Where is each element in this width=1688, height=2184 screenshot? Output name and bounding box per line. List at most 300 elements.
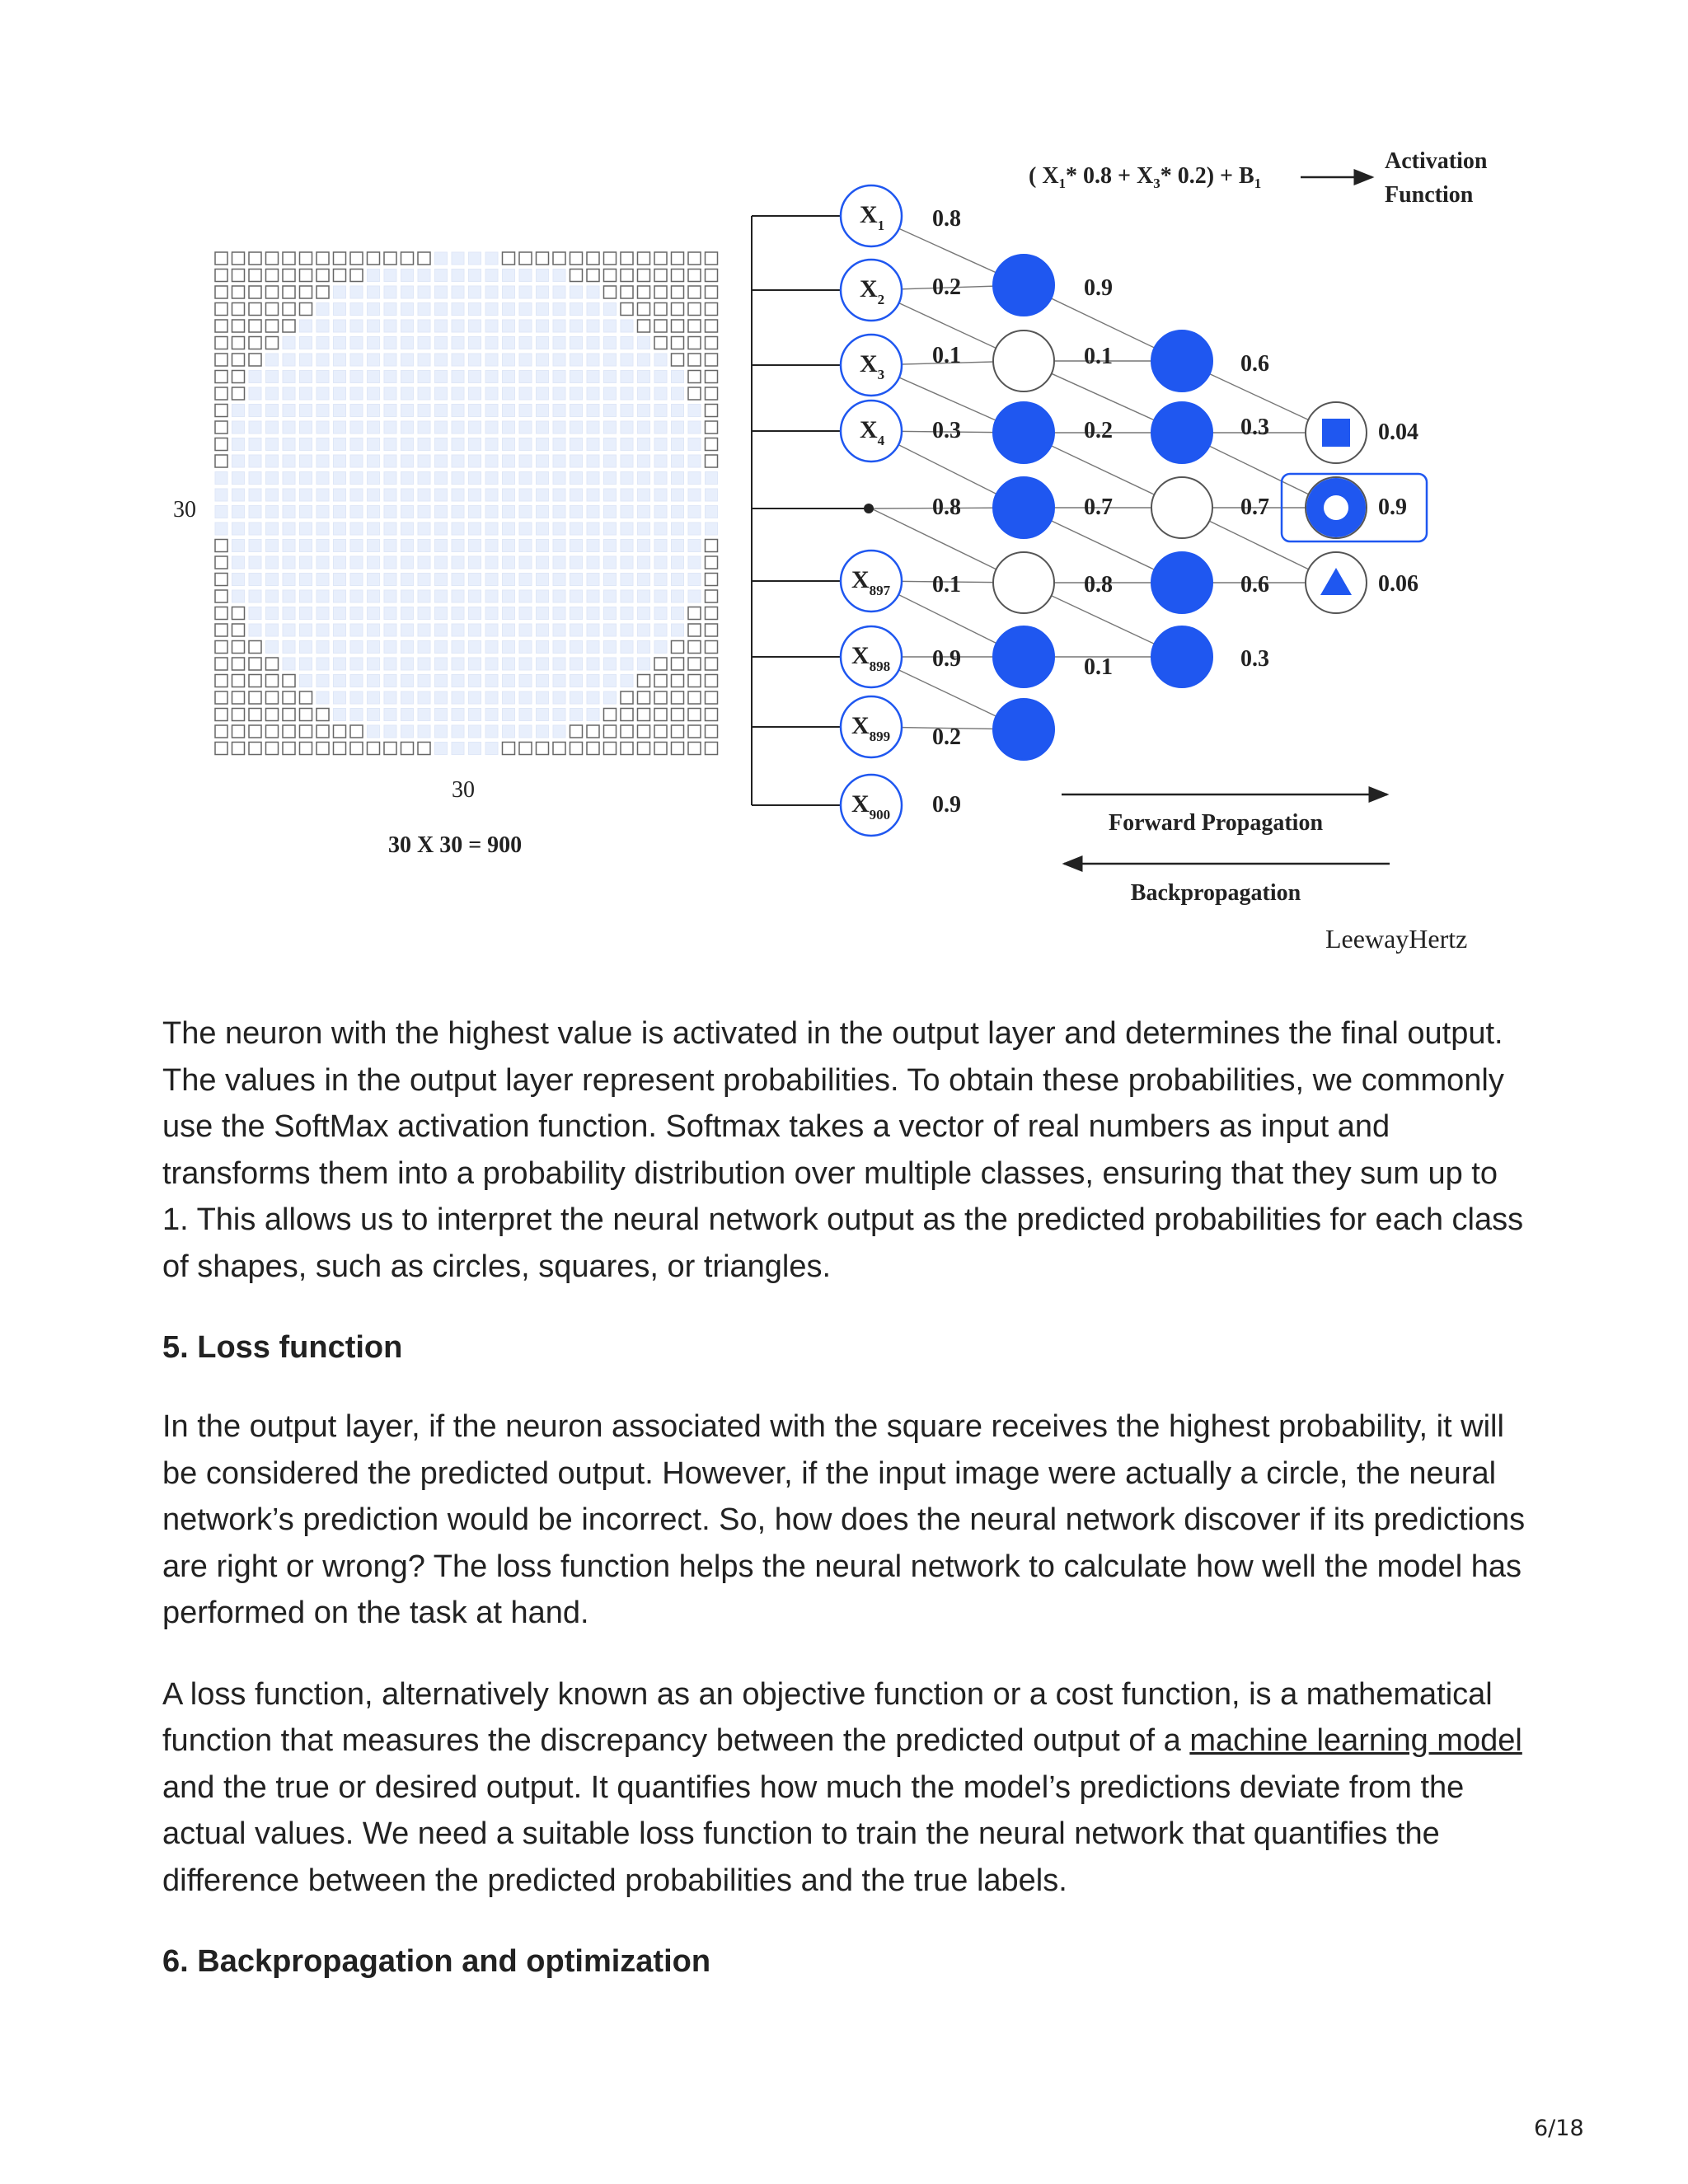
grid-pixel: [452, 286, 464, 298]
grid-pixel: [553, 743, 565, 755]
grid-pixel: [435, 286, 448, 298]
grid-pixel: [384, 641, 396, 654]
grid-pixel: [452, 590, 464, 602]
grid-pixel: [249, 472, 261, 485]
grid-pixel: [621, 455, 633, 467]
grid-pixel: [519, 286, 532, 298]
grid-pixel: [300, 303, 312, 316]
grid-pixel: [654, 286, 667, 298]
input-sub: 4: [877, 433, 885, 448]
grid-pixel: [316, 743, 329, 755]
grid-pixel: [368, 337, 380, 349]
grid-pixel: [706, 455, 718, 467]
grid-pixel: [316, 286, 329, 298]
grid-pixel: [401, 725, 414, 738]
grid-pixel: [368, 472, 380, 485]
grid-pixel: [537, 624, 549, 636]
grid-pixel: [654, 438, 667, 451]
grid-pixel: [570, 691, 583, 704]
grid-pixel: [537, 252, 549, 265]
grid-pixel: [435, 506, 448, 518]
grid-pixel: [334, 387, 346, 400]
grid-pixel: [553, 691, 565, 704]
grid-pixel: [553, 387, 565, 400]
grid-pixel: [283, 607, 295, 620]
grid-pixel: [672, 725, 684, 738]
grid-pixel: [452, 455, 464, 467]
grid-pixel: [368, 590, 380, 602]
grid-pixel: [266, 743, 279, 755]
grid-pixel: [300, 590, 312, 602]
grid-pixel: [283, 523, 295, 535]
grid-pixel: [266, 709, 279, 721]
grid-pixel: [232, 624, 245, 636]
grid-pixel: [384, 252, 396, 265]
grid-pixel: [384, 455, 396, 467]
grid-pixel: [503, 455, 515, 467]
grid-pixel: [469, 438, 481, 451]
backward-label: Backpropagation: [1130, 880, 1301, 906]
grid-pixel: [334, 743, 346, 755]
grid-pixel: [638, 455, 650, 467]
grid-pixel: [553, 269, 565, 282]
grid-pixel: [300, 354, 312, 366]
grid-pixel: [350, 269, 363, 282]
grid-pixel: [604, 725, 617, 738]
grid-pixel: [672, 286, 684, 298]
grid-pixel: [266, 523, 279, 535]
grid-pixel: [368, 405, 380, 417]
grid-pixel: [519, 607, 532, 620]
grid-pixel: [570, 624, 583, 636]
grid-pixel: [621, 252, 633, 265]
grid-pixel: [638, 574, 650, 586]
hidden2-weight-label: 0.7: [1240, 494, 1269, 520]
grid-pixel: [350, 574, 363, 586]
grid-pixel: [672, 438, 684, 451]
grid-pixel: [418, 556, 430, 569]
grid-pixel: [350, 523, 363, 535]
grid-pixel: [604, 624, 617, 636]
grid-pixel: [300, 641, 312, 654]
grid-pixel: [334, 691, 346, 704]
grid-pixel: [604, 286, 617, 298]
grid-pixel: [553, 540, 565, 552]
grid-pixel: [503, 252, 515, 265]
grid-pixel: [688, 709, 701, 721]
grid-pixel: [384, 743, 396, 755]
grid-pixel: [688, 556, 701, 569]
page-number: 6/18: [1534, 2116, 1584, 2141]
grid-pixel: [587, 540, 599, 552]
grid-pixel: [452, 658, 464, 670]
grid-pixel: [485, 303, 498, 316]
grid-pixel: [688, 252, 701, 265]
grid-pixel: [300, 489, 312, 501]
grid-pixel: [469, 387, 481, 400]
grid-pixel: [384, 320, 396, 332]
square-icon: [1322, 419, 1350, 447]
grid-pixel: [503, 320, 515, 332]
grid-pixel: [485, 709, 498, 721]
grid-pixel: [418, 540, 430, 552]
grid-pixel: [570, 506, 583, 518]
grid-pixel: [350, 320, 363, 332]
grid-pixel: [587, 455, 599, 467]
input-sub: 897: [869, 583, 891, 598]
grid-pixel: [452, 709, 464, 721]
grid-pixel: [368, 320, 380, 332]
grid-pixel: [672, 675, 684, 687]
grid-pixel: [638, 472, 650, 485]
hidden-node-active: [993, 402, 1054, 463]
grid-pixel: [232, 354, 245, 366]
grid-pixel: [519, 455, 532, 467]
grid-pixel: [621, 709, 633, 721]
grid-pixel: [350, 303, 363, 316]
grid-pixel: [249, 269, 261, 282]
grid-pixel: [654, 523, 667, 535]
grid-pixel: [587, 269, 599, 282]
hidden1-weight-label: 0.1: [1084, 654, 1113, 680]
grid-pixel: [706, 337, 718, 349]
hidden1-weight-label: 0.1: [1084, 344, 1113, 369]
grid-pixel: [503, 269, 515, 282]
grid-pixel: [537, 743, 549, 755]
grid-pixel: [553, 320, 565, 332]
grid-pixel: [452, 269, 464, 282]
grid-pixel: [553, 590, 565, 602]
grid-pixel: [384, 438, 396, 451]
grid-pixel: [621, 523, 633, 535]
grid-pixel: [485, 675, 498, 687]
grid-pixel: [570, 421, 583, 434]
grid-pixel: [368, 675, 380, 687]
grid-pixel: [519, 523, 532, 535]
grid-pixel: [232, 556, 245, 569]
grid-pixel: [266, 286, 279, 298]
grid-pixel: [672, 421, 684, 434]
grid-pixel: [621, 691, 633, 704]
grid-pixel: [621, 438, 633, 451]
grid-pixel: [401, 371, 414, 383]
grid-pixel: [570, 641, 583, 654]
grid-pixel: [604, 743, 617, 755]
grid-pixel: [350, 252, 363, 265]
grid-pixel: [469, 472, 481, 485]
grid-pixel: [688, 286, 701, 298]
grid-pixel: [604, 709, 617, 721]
grid-pixel: [435, 675, 448, 687]
grid-pixel: [587, 489, 599, 501]
grid-pixel: [485, 472, 498, 485]
grid-pixel: [452, 691, 464, 704]
grid-pixel: [638, 320, 650, 332]
grid-pixel: [621, 303, 633, 316]
grid-pixel: [688, 354, 701, 366]
grid-pixel: [519, 506, 532, 518]
grid-pixel: [418, 624, 430, 636]
grid-pixel: [638, 540, 650, 552]
grid-pixel: [368, 269, 380, 282]
grid-pixel: [452, 624, 464, 636]
grid-pixel: [587, 405, 599, 417]
grid-pixel: [283, 658, 295, 670]
grid-pixel: [283, 421, 295, 434]
grid-pixel: [435, 252, 448, 265]
grid-pixel: [638, 252, 650, 265]
grid-pixel: [435, 658, 448, 670]
grid-pixel: [215, 337, 227, 349]
grid-pixel: [232, 286, 245, 298]
grid-pixel: [384, 658, 396, 670]
grid-pixel: [249, 489, 261, 501]
grid-pixel: [587, 252, 599, 265]
grid-pixel: [519, 743, 532, 755]
grid-pixel: [266, 455, 279, 467]
grid-pixel: [519, 725, 532, 738]
grid-pixel: [654, 641, 667, 654]
grid-pixel: [316, 641, 329, 654]
grid-pixel: [553, 709, 565, 721]
grid-pixel: [485, 421, 498, 434]
grid-pixel: [368, 624, 380, 636]
grid-pixel: [672, 691, 684, 704]
grid-pixel: [654, 691, 667, 704]
grid-pixel: [654, 675, 667, 687]
grid-pixel: [570, 540, 583, 552]
grid-pixel: [587, 320, 599, 332]
grid-pixel: [587, 354, 599, 366]
credit-label: LeewayHertz: [1325, 924, 1468, 954]
grid-pixel: [570, 725, 583, 738]
grid-pixel: [537, 574, 549, 586]
grid-pixel: [334, 286, 346, 298]
formula: [1029, 163, 1261, 191]
grid-pixel: [401, 387, 414, 400]
grid-pixel: [232, 709, 245, 721]
grid-pixel: [604, 455, 617, 467]
grid-pixel: [654, 320, 667, 332]
grid-pixel: [553, 405, 565, 417]
grid-side-label: 30: [173, 497, 196, 523]
grid-pixel: [401, 269, 414, 282]
grid-pixel: [232, 675, 245, 687]
grid-pixel: [232, 371, 245, 383]
grid-pixel: [570, 303, 583, 316]
grid-pixel: [688, 269, 701, 282]
grid-pixel: [452, 438, 464, 451]
grid-pixel: [688, 303, 701, 316]
grid-pixel: [384, 624, 396, 636]
grid-pixel: [435, 387, 448, 400]
grid-pixel: [350, 624, 363, 636]
grid-pixel: [249, 691, 261, 704]
grid-pixel: [334, 607, 346, 620]
grid-pixel: [706, 574, 718, 586]
grid-pixel: [537, 354, 549, 366]
grid-caption: 30 X 30 = 900: [388, 832, 523, 858]
grid-pixel: [604, 337, 617, 349]
grid-pixel: [350, 607, 363, 620]
grid-pixel: [401, 354, 414, 366]
grid-pixel: [215, 506, 227, 518]
grid-pixel: [350, 354, 363, 366]
grid-pixel: [300, 691, 312, 704]
grid-pixel: [283, 624, 295, 636]
hidden-node-inactive: [1151, 477, 1212, 538]
grid-pixel: [537, 523, 549, 535]
grid-pixel: [503, 371, 515, 383]
grid-pixel: [654, 269, 667, 282]
grid-pixel: [688, 371, 701, 383]
grid-pixel: [638, 691, 650, 704]
grid-pixel: [604, 574, 617, 586]
grid-pixel: [350, 455, 363, 467]
grid-pixel: [688, 590, 701, 602]
grid-pixel: [368, 438, 380, 451]
input-base: X: [860, 201, 878, 228]
grid-pixel: [638, 286, 650, 298]
grid-pixel: [435, 624, 448, 636]
grid-pixel: [283, 540, 295, 552]
grid-pixel: [672, 624, 684, 636]
grid-pixel: [266, 269, 279, 282]
grid-pixel: [452, 743, 464, 755]
grid-pixel: [452, 489, 464, 501]
grid-pixel: [587, 658, 599, 670]
grid-pixel: [350, 472, 363, 485]
grid-pixel: [215, 472, 227, 485]
grid-pixel: [249, 455, 261, 467]
hidden-node-active: [993, 699, 1054, 760]
grid-pixel: [249, 303, 261, 316]
grid-pixel: [215, 658, 227, 670]
grid-bottom-label: 30: [452, 777, 475, 803]
grid-pixel: [604, 641, 617, 654]
grid-pixel: [537, 303, 549, 316]
grid-pixel: [368, 641, 380, 654]
grid-pixel: [503, 641, 515, 654]
grid-pixel: [537, 387, 549, 400]
grid-pixel: [215, 269, 227, 282]
grid-pixel: [469, 574, 481, 586]
grid-pixel: [654, 421, 667, 434]
grid-pixel: [519, 641, 532, 654]
grid-pixel: [553, 725, 565, 738]
grid-pixel: [452, 641, 464, 654]
grid-pixel: [418, 523, 430, 535]
grid-pixel: [283, 337, 295, 349]
grid-pixel: [537, 675, 549, 687]
grid-pixel: [503, 658, 515, 670]
grid-pixel: [638, 743, 650, 755]
grid-pixel: [485, 658, 498, 670]
grid-pixel: [316, 405, 329, 417]
input-weight-label: 0.2: [932, 274, 961, 300]
grid-pixel: [519, 574, 532, 586]
grid-pixel: [232, 641, 245, 654]
grid-pixel: [283, 590, 295, 602]
grid-pixel: [334, 658, 346, 670]
hidden-node-active: [993, 626, 1054, 687]
grid-pixel: [654, 252, 667, 265]
grid-pixel: [249, 743, 261, 755]
grid-pixel: [350, 489, 363, 501]
grid-pixel: [401, 574, 414, 586]
grid-pixel: [249, 286, 261, 298]
input-weight-label: 0.8: [932, 494, 961, 520]
hidden-node-active: [1151, 330, 1212, 391]
grid-pixel: [553, 252, 565, 265]
grid-pixel: [316, 540, 329, 552]
grid-pixel: [418, 252, 430, 265]
grid-pixel: [469, 405, 481, 417]
grid-pixel: [266, 574, 279, 586]
grid-pixel: [638, 489, 650, 501]
grid-pixel: [638, 421, 650, 434]
grid-pixel: [334, 405, 346, 417]
grid-pixel: [266, 607, 279, 620]
grid-pixel: [232, 421, 245, 434]
grid-pixel: [368, 371, 380, 383]
grid-pixel: [435, 556, 448, 569]
grid-pixel: [283, 725, 295, 738]
grid-pixel: [368, 743, 380, 755]
grid-pixel: [232, 506, 245, 518]
grid-pixel: [485, 455, 498, 467]
grid-pixel: [283, 438, 295, 451]
grid-pixel: [706, 607, 718, 620]
grid-pixel: [469, 590, 481, 602]
grid-pixel: [587, 387, 599, 400]
forward-label: Forward Propagation: [1108, 810, 1324, 836]
machine-learning-model-link[interactable]: machine learning model: [1189, 1723, 1522, 1758]
grid-pixel: [401, 590, 414, 602]
grid-pixel: [485, 556, 498, 569]
grid-pixel: [435, 303, 448, 316]
grid-pixel: [503, 489, 515, 501]
grid-pixel: [452, 574, 464, 586]
grid-pixel: [587, 725, 599, 738]
grid-pixel: [587, 286, 599, 298]
grid-pixel: [706, 320, 718, 332]
grid-pixel: [706, 725, 718, 738]
grid-pixel: [688, 574, 701, 586]
grid-pixel: [638, 725, 650, 738]
grid-pixel: [401, 421, 414, 434]
grid-pixel: [688, 624, 701, 636]
input-weight-label: 0.9: [932, 646, 961, 672]
grid-pixel: [706, 556, 718, 569]
grid-pixel: [334, 354, 346, 366]
grid-pixel: [553, 438, 565, 451]
grid-pixel: [469, 455, 481, 467]
grid-pixel: [316, 506, 329, 518]
grid-pixel: [215, 725, 227, 738]
grid-pixel: [249, 675, 261, 687]
grid-pixel: [519, 675, 532, 687]
grid-pixel: [316, 455, 329, 467]
grid-pixel: [452, 354, 464, 366]
formula-sub3: 3: [1153, 176, 1160, 191]
grid-pixel: [266, 371, 279, 383]
grid-pixel: [435, 540, 448, 552]
grid-pixel: [232, 523, 245, 535]
grid-pixel: [537, 269, 549, 282]
grid-pixel: [485, 387, 498, 400]
grid-pixel: [232, 387, 245, 400]
